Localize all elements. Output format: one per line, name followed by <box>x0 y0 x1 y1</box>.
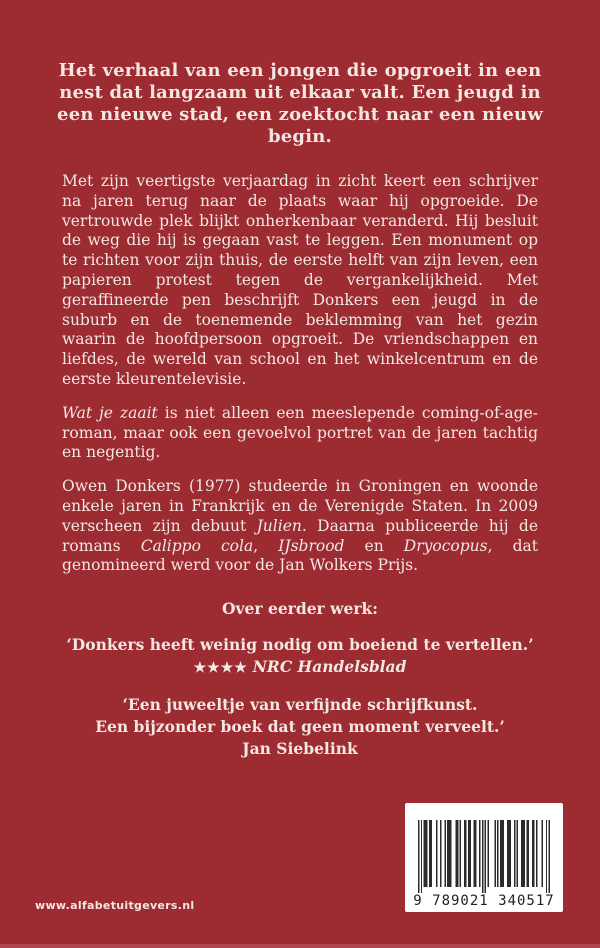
review-quote-line-2: Een bijzonder boek dat geen moment verveelt.’ <box>95 717 505 736</box>
review-quote: ‘Donkers heeft weinig nodig om boeiend te vertellen.’ <box>66 635 534 654</box>
publisher-website: www.alfabetuitgevers.nl <box>35 899 195 912</box>
reviews-heading: Over eerder werk: <box>222 599 378 618</box>
synopsis-section <box>62 172 538 590</box>
author-bio-paragraph: Owen Donkers (1977) studeerde in Groningen en woonde enkele jaren in Frankrijk en de Verenigde Staten. In 2009 verscheen zijn debuut Julien. Daarna publiceerde hij de romans Calippo cola, IJsbrood en Dryocopus, dat genomineerd werd voor de Jan Wolkers Prijs. <box>62 477 539 575</box>
star-rating-icon: ★★★★ <box>193 660 248 676</box>
reviews-section <box>40 598 560 775</box>
cover-tagline: Het verhaal van een jongen die opgroeit in een nest dat langzaam uit elkaar valt. Een jeugd in een nieuwe stad, een zoektocht naar een nieuw begin. <box>57 60 543 147</box>
isbn-number: 9 789021 340517 <box>413 893 555 909</box>
cover-bottom-edge <box>0 944 600 948</box>
barcode-bars-icon <box>418 820 550 896</box>
isbn-barcode <box>405 803 563 912</box>
review-siebelink <box>40 694 560 760</box>
synopsis-paragraph-2: Wat je zaait is niet alleen een meeslepende coming-of-age-roman, maar ook een gevoelvol portret van de jaren tachtig en negentig. <box>62 403 538 462</box>
review-source: NRC Handelsblad <box>252 657 407 676</box>
review-source: Jan Siebelink <box>242 739 358 758</box>
review-nrc <box>40 634 560 679</box>
review-attribution <box>40 656 560 679</box>
synopsis-paragraph-1: Met zijn veertigste verjaardag in zicht keert een schrijver na jaren terug naar de plaats waar hij opgroeide. De vertrouwde plek blijkt onherkenbaar veranderd. Hij besluit de weg die hij is gegaan vast te leggen. Een monument op te richten voor zijn thuis, de eerste helft van zijn leven, een papieren protest tegen de vergankelijkheid. Met geraffineerde pen beschrijft Donkers een jeugd in de suburb en de toenemende beklemming van het gezin waarin de hoofdpersoon opgroeit. De vriendschappen en liefdes, de wereld van school en het winkelcentrum en de eerste kleurentelevisie. <box>62 172 538 388</box>
review-quote-line-1: ‘Een juweeltje van verfijnde schrijfkunst. <box>122 695 478 714</box>
